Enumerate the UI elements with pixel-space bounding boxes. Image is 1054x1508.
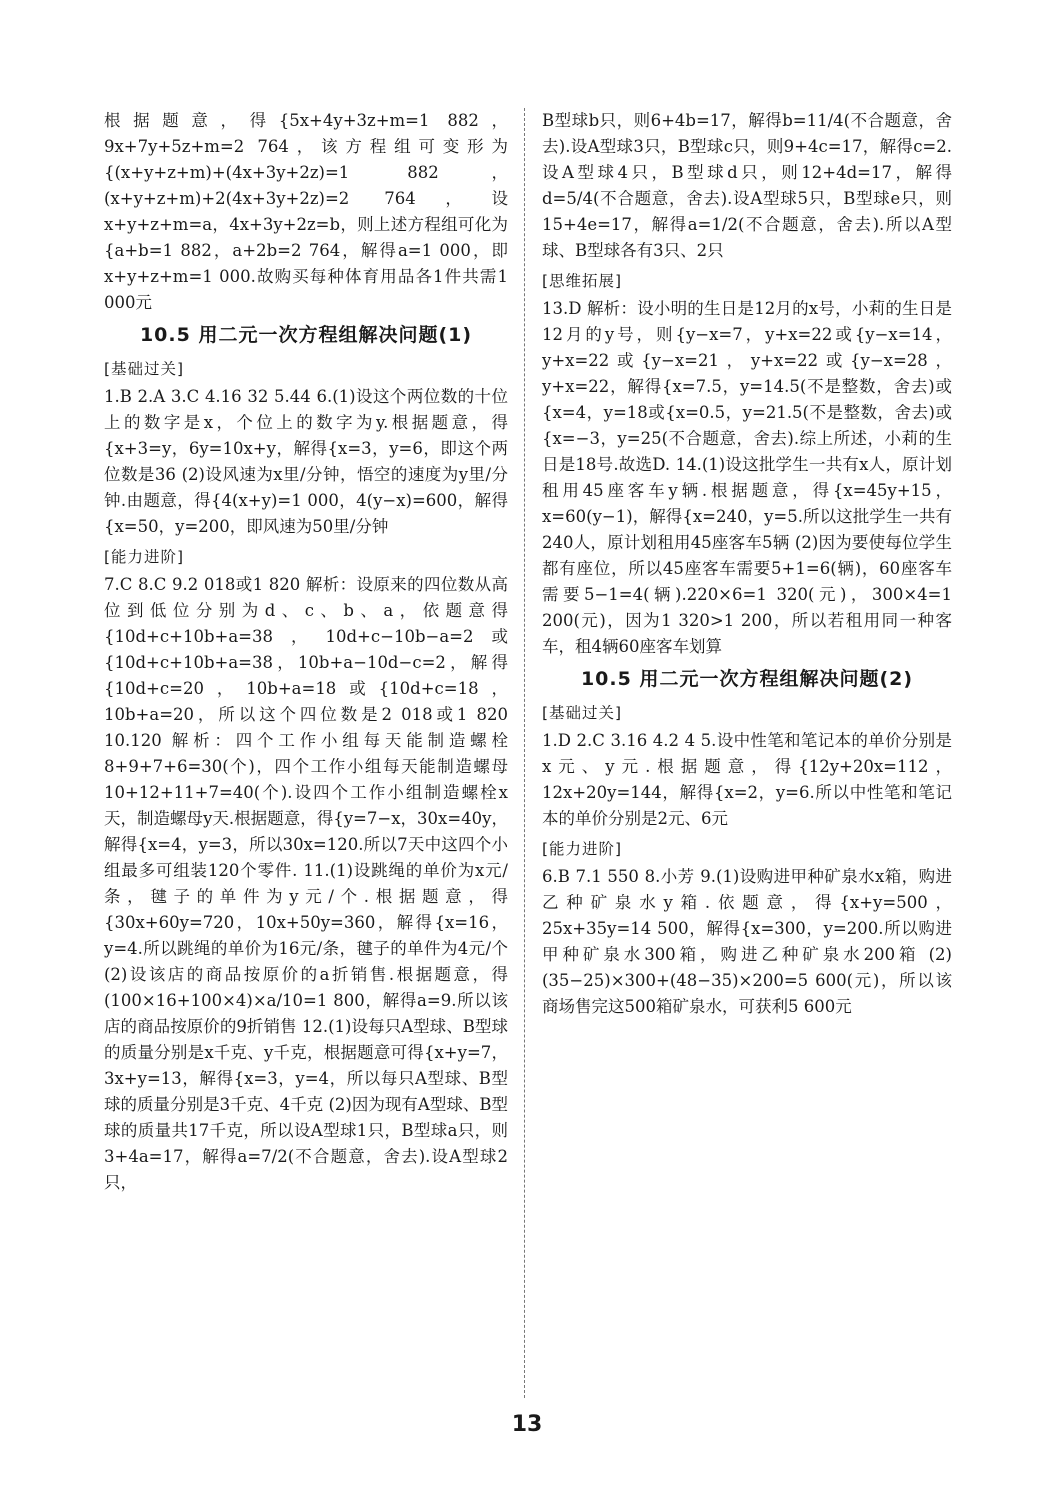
section-tag: [能力进阶] — [542, 840, 623, 858]
right-column — [542, 108, 952, 1022]
section-tag: [能力进阶] — [104, 548, 185, 566]
paragraph: 7.C 8.C 9.2 018或1 820 解析：设原来的四位数从高位到低位分别为d、c、b、a，依题意得{10d+c+10b+a=38，10d+c−10b−a=2或{10d+c+10b+a=38，10b+a−10d−c=2，解得{10d+c=20，10b+a=18或{10d+c=18，10b+a=20，所以这个四位数是2 018或1 820 10.120 解析：四个工作小组每天能制造螺栓8+9+7+6=30(个)，四个工作小组每天能制造螺母10+12+11+7=40(个).设四个工作小组制造螺栓x天，制造螺母y天.根据题意，得{y=7−x，30x=40y，解得{x=4，y=3，所以30x=120.所以7天中这四个小组最多可组装120个零件. 11.(1)设跳绳的单价为x元/条，毽子的单件为y元/个.根据题意，得{30x+60y=720，10x+50y=360，解得{x=16，y=4.所以跳绳的单价为16元/条，毽子的单件为4元/个 (2)设该店的商品按原价的a折销售.根据题意，得(100×16+100×4)×a/10=1 800，解得a=9.所以该店的商品按原价的9折销售 12.(1)设每只A型球、B型球的质量分别是x千克、y千克，根据题意可得{x+y=7，3x+y=13，解得{x=3，y=4，所以每只A型球、B型球的质量分别是3千克、4千克 (2)因为现有A型球、B型球的质量共17千克，所以设A型球1只，B型球a只，则3+4a=17，解得a=7/2(不合题意，舍去).设A型球2只， — [104, 575, 508, 1192]
paragraph: 1.D 2.C 3.16 4.2 4 5.设中性笔和笔记本的单价分别是x元、y元.根据题意，得{12y+20x=112，12x+20y=144，解得{x=2，y=6.所以中性笔和笔记本的单价分别是2元、6元 — [542, 731, 952, 828]
page-number: 13 — [511, 1412, 543, 1437]
paragraph: 13.D 解析：设小明的生日是12月的x号，小莉的生日是12月的y号，则{y−x=7，y+x=22或{y−x=14，y+x=22或{y−x=21，y+x=22或{y−x=28，y+x=22，解得{x=7.5，y=14.5(不是整数，舍去)或{x=4，y=18或{x=0.5，y=21.5(不是整数，舍去)或{x=−3，y=25(不合题意，舍去).综上所述，小莉的生日是18号.故选D. 14.(1)设这批学生一共有x人，原计划租用45座客车y辆.根据题意，得{x=45y+15，x=60(y−1)，解得{x=240，y=5.所以这批学生一共有240人，原计划租用45座客车5辆 (2)因为要使每位学生都有座位，所以45座客车需要5+1=6(辆)，60座客车需要5−1=4(辆).220×6=1 320(元)，300×4=1 200(元)，因为1 320>1 200，所以若租用同一种客车，租4辆60座客车划算 — [542, 299, 952, 656]
column-divider — [524, 108, 525, 1398]
paragraph: 6.B 7.1 550 8.小芳 9.(1)设购进甲种矿泉水x箱，购进乙种矿泉水y箱.依题意，得{x+y=500，25x+35y=14 500，解得{x=300，y=200.所以购进甲种矿泉水300箱，购进乙种矿泉水200箱 (2)(35−25)×300+(48−35)×200=5 600(元)，所以该商场售完这500箱矿泉水，可获利5 600元 — [542, 867, 952, 1016]
section-tag: [基础过关] — [104, 360, 185, 378]
section-tag: [基础过关] — [542, 704, 623, 722]
paragraph: 根据题意，得{5x+4y+3z+m=1 882，9x+7y+5z+m=2 764，该方程组可变形为{(x+y+z+m)+(4x+3y+2z)=1 882，(x+y+z+m)+2(4x+3y+2z)=2 764，设x+y+z+m=a，4x+3y+2z=b，则上述方程组可化为{a+b=1 882，a+2b=2 764，解得a=1 000，即x+y+z+m=1 000.故购买每种体育用品各1件共需1 000元 — [104, 111, 508, 312]
section-heading: 10.5 用二元一次方程组解决问题(2) — [580, 668, 914, 690]
section-heading: 10.5 用二元一次方程组解决问题(1) — [139, 324, 473, 346]
paragraph: B型球b只，则6+4b=17，解得b=11/4(不合题意，舍去).设A型球3只，B型球c只，则9+4c=17，解得c=2.设A型球4只，B型球d只，则12+4d=17，解得d=5/4(不合题意，舍去).设A型球5只，B型球e只，则15+4e=17，解得a=1/2(不合题意，舍去).所以A型球、B型球各有3只、2只 — [542, 111, 952, 260]
left-column — [104, 108, 508, 1198]
section-tag: [思维拓展] — [542, 272, 623, 290]
paragraph: 1.B 2.A 3.C 4.16 32 5.44 6.(1)设这个两位数的十位上的数字是x，个位上的数字为y.根据题意，得{x+3=y，6y=10x+y，解得{x=3，y=6，即这个两位数是36 (2)设风速为x里/分钟，悟空的速度为y里/分钟.由题意，得{4(x+y)=1 000，4(y−x)=600，解得{x=50，y=200，即风速为50里/分钟 — [104, 387, 508, 536]
